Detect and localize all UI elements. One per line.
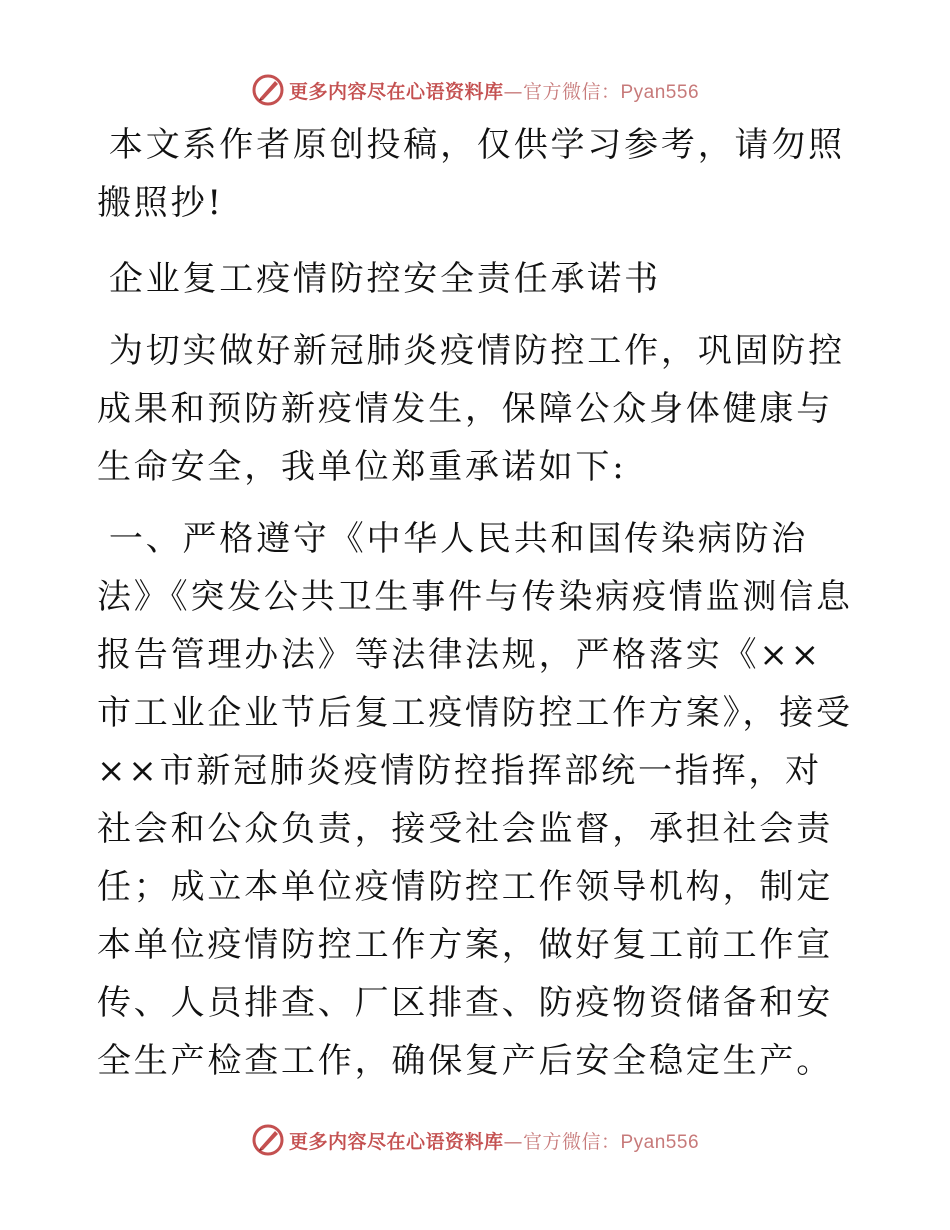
commitment-item-1: 一、严格遵守《中华人民共和国传染病防治法》《突发公共卫生事件与传染病疫情监测信息报告管理办法》等法律法规，严格落实《××市工业企业节后复工疫情防控工作方案》，接受××市新冠肺炎疫情防控指挥部统一指挥，对社会和公众负责，接受社会监督，承担社会责任；成立本单位疫情防控工作领导机构，制定本单位疫情防控工作方案，做好复工前工作宣传、人员排查、厂区排查、防疫物资储备和安全生产检查工作，确保复产后安全稳定生产。 [97, 519, 853, 1081]
watermark-sub-text: 官方微信： [522, 1130, 621, 1153]
watermark-wechat-id: Pyan556 [620, 81, 700, 103]
document-title: 企业复工疫情防控安全责任承诺书 [108, 259, 661, 299]
footer-watermark-banner [0, 1120, 950, 1160]
quill-logo-icon [251, 73, 285, 107]
watermark-text [289, 77, 699, 104]
watermark-main-text: 更多内容尽在心语资料库 [288, 80, 504, 103]
copyright-notice: 本文系作者原创投稿，仅供学习参考，请勿照搬照抄! [97, 125, 845, 223]
watermark-sub-text: 官方微信： [522, 80, 621, 103]
watermark-dash: — [503, 80, 523, 103]
intro-paragraph: 为切实做好新冠肺炎疫情防控工作，巩固防控成果和预防新疫情发生，保障公众身体健康与生命安全，我单位郑重承诺如下: [97, 331, 845, 487]
watermark-wechat-id: Pyan556 [620, 1131, 700, 1153]
document-body [97, 116, 857, 1090]
watermark-text [289, 1127, 699, 1154]
header-watermark-banner [0, 70, 950, 110]
watermark-main-text: 更多内容尽在心语资料库 [288, 1130, 504, 1153]
quill-logo-icon [251, 1123, 285, 1157]
watermark-dash: — [503, 1130, 523, 1153]
